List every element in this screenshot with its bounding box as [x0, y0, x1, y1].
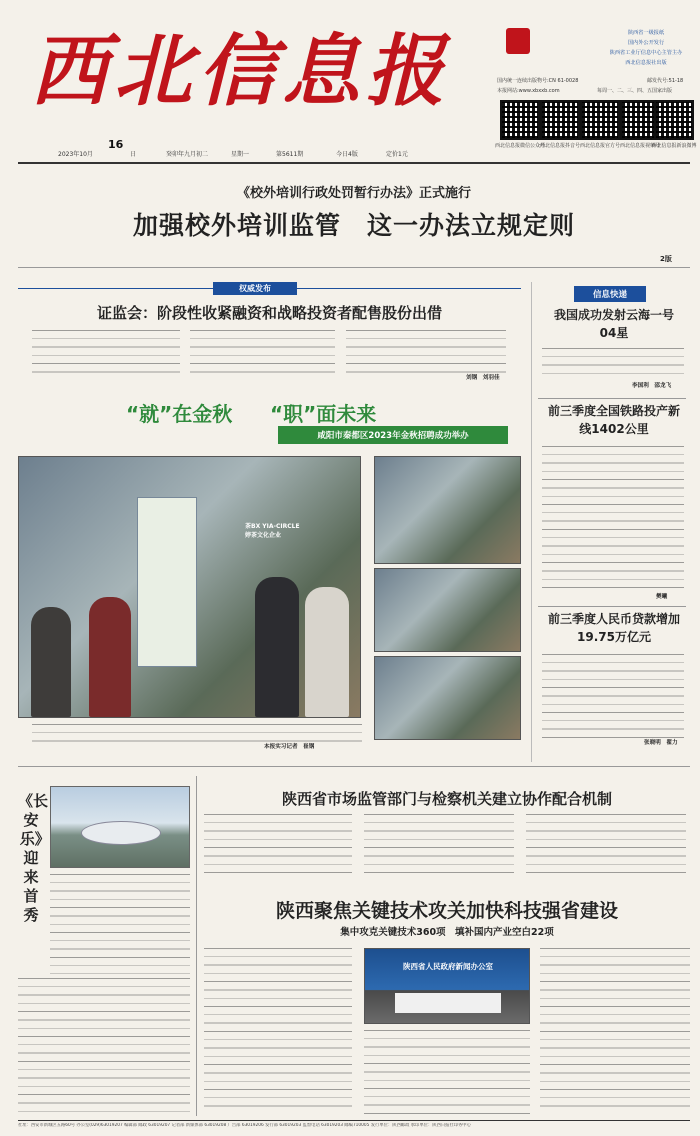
person-figure: [89, 597, 131, 717]
news-item-body: [542, 654, 684, 738]
authority-headline[interactable]: 证监会：阶段性收紧融资和战略投资者配售股份出借: [96, 304, 442, 322]
lead-rule: [18, 267, 690, 268]
date-day: 16: [108, 138, 124, 151]
tech-headline[interactable]: 陕西聚焦关键技术攻关加快科技强省建设: [275, 900, 618, 922]
lead-kicker: 《校外培训行政处罚暂行办法》正式施行: [236, 186, 471, 201]
masthead: [0, 0, 700, 160]
lead-page-ref: 2版: [660, 255, 672, 263]
lead-story[interactable]: [18, 178, 690, 263]
dateline-rule: [18, 162, 690, 164]
person-figure: [31, 607, 71, 717]
footer: 社址：西安市新城区五路60号 办公室(029)63019207 编辑部 邮政 63019207 记者部 新媒体部 63019208 广告部 63019206 发行部 63019203 监督电话 63019203 邮编710005 发行单位：陕西邮政 承印单位：陕西日报社印务中心: [18, 1123, 471, 1128]
authority-col-2: [190, 330, 335, 374]
date-year-month: 2023年10月: [58, 151, 93, 158]
sidebar-photo[interactable]: [50, 786, 190, 868]
person-figure: [305, 587, 349, 717]
tech-subhead: 集中攻克关键技术360项 填补国内产业空白22项: [340, 927, 554, 938]
market-col-2: [364, 814, 514, 874]
feature-main-photo[interactable]: [18, 456, 361, 718]
news-item-byline: 李国利 邵龙飞: [632, 383, 672, 389]
news-item-byline: 樊曦: [656, 594, 668, 600]
tech-story: [204, 890, 690, 1118]
qr-douyin[interactable]: 西北信息报抖音号: [534, 100, 586, 149]
section-rule: [18, 766, 690, 767]
tech-photo[interactable]: [364, 948, 530, 1024]
news-item-body: [542, 348, 684, 378]
feature-photo-small-2[interactable]: [374, 568, 521, 652]
news-item-headline[interactable]: 前三季度全国铁路投产新线1402公里: [547, 404, 680, 436]
dateline-bar: 2023年10月 16 日 癸卯年九月初二 星期一 第5611期 今日4版 定价1元: [58, 138, 408, 158]
sidebar-title[interactable]: 《长安乐》迎来首秀: [18, 792, 49, 924]
person-figure: [255, 577, 299, 717]
date-weekday: 星期一: [231, 151, 250, 158]
footer-rule: [18, 1120, 690, 1121]
issue-number: 第5611期: [276, 151, 304, 158]
market-headline[interactable]: 陕西省市场监管部门与检察机关建立协作配合机制: [281, 790, 612, 808]
news-item-headline[interactable]: 我国成功发射云海一号04星: [553, 308, 674, 340]
news-flash-column: [531, 282, 691, 762]
lead-headline: 加强校外培训监管 这一办法立规定则: [132, 211, 575, 240]
stadium-shape: [81, 821, 161, 845]
authority-section: [18, 282, 521, 382]
masthead-red-badge: [506, 28, 530, 54]
tech-col-2: [364, 1030, 530, 1114]
feature-caption-credit: 本报实习记者 崔钢: [264, 744, 315, 750]
feature-headline-2[interactable]: “职”面未来: [270, 402, 377, 426]
news-item-body: [542, 446, 684, 592]
market-col-3: [526, 814, 686, 874]
authority-byline: 刘钢 刘羽佳: [466, 375, 500, 381]
booth-panel: [137, 497, 197, 667]
podium-figure: [395, 993, 501, 1013]
qr-code-icon: [654, 100, 694, 140]
column-divider: [196, 776, 197, 1116]
authority-col-1: [32, 330, 180, 374]
sidebar-body: [50, 874, 190, 974]
page-count: 今日4版: [336, 151, 358, 158]
qr-official[interactable]: 西北信息报官方号: [574, 100, 626, 149]
feature-subhead: 咸阳市秦都区2023年金秋招聘成功举办: [278, 426, 508, 444]
news-item-byline: 张晓明 翟力: [644, 740, 678, 746]
qr-weibo[interactable]: 西北信息报新浪微博: [648, 100, 700, 149]
news-item-headline[interactable]: 前三季度人民币贷款增加19.75万亿元: [547, 612, 680, 644]
feature-photo-small-1[interactable]: [374, 456, 521, 564]
tech-col-1: [204, 948, 352, 1114]
news-flash-label: 信息快递: [574, 286, 646, 302]
divider: [538, 398, 686, 399]
feature-headline-1[interactable]: “就”在金秋: [126, 402, 233, 426]
masthead-title: 西北信息报: [30, 26, 451, 117]
booth-sign: 茶BX YIA-CIRCLE 婷茶文化企业: [245, 523, 306, 539]
market-col-1: [204, 814, 352, 874]
feature-section: [18, 396, 521, 756]
market-story: [204, 784, 690, 880]
authority-label: 权威发布: [213, 282, 297, 295]
tech-col-3: [540, 948, 690, 1114]
qr-wechat[interactable]: 西北信息报微信公众号: [494, 100, 546, 149]
feature-caption: [32, 724, 362, 742]
sidebar-story: [18, 786, 190, 1116]
sidebar-body-cont: [18, 978, 190, 1112]
feature-photo-small-3[interactable]: [374, 656, 521, 740]
masthead-info-row: 国内统一连续出版物号:CN 61-0028 邮发代号:51-18 本报网站:www.xbxxb.com 每周一、二、三、四、五国家出版: [497, 78, 684, 94]
tech-photo-banner: 陕西省人民政府新闻办公室: [403, 962, 493, 971]
price: 定价1元: [386, 151, 408, 158]
divider: [538, 606, 686, 607]
authority-col-3: [346, 330, 506, 374]
masthead-right-lines: 陕西省一级报纸 国内外公开发行 陕西省工业厅信息中心主管主办 西北信息报社出版: [609, 30, 683, 66]
date-lunar: 癸卯年九月初二: [166, 151, 209, 158]
qr-video[interactable]: 西北信息报视频号: [614, 100, 666, 149]
